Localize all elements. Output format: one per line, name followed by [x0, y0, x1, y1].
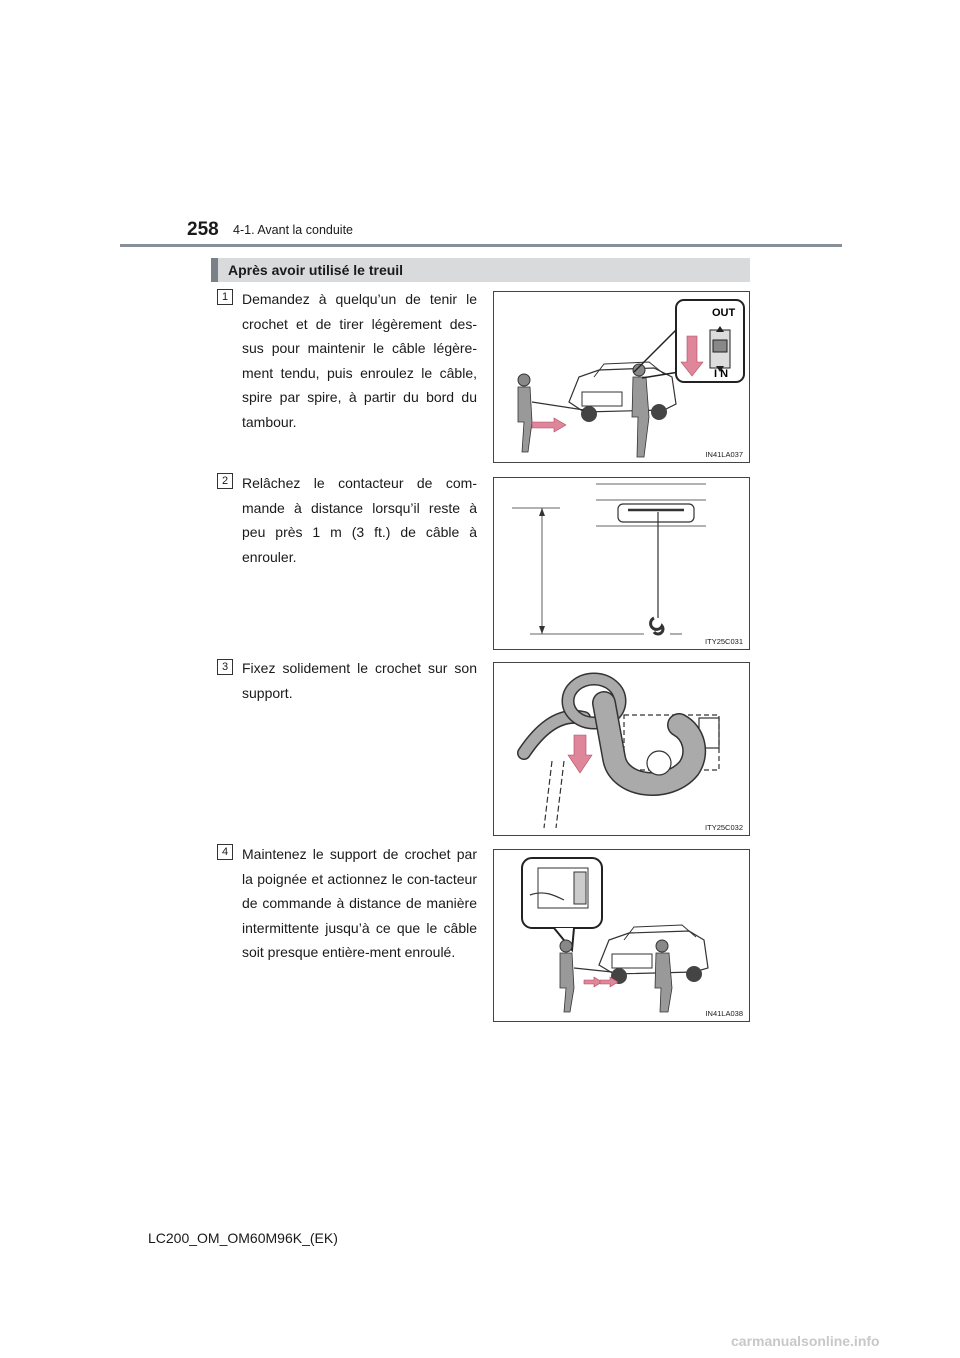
- step-number-4: 4: [217, 844, 233, 860]
- switch-out-label: OUT: [712, 307, 736, 319]
- cable-remaining-illustration: [494, 478, 749, 649]
- step-text-4: Maintenez le support de crochet par la poignée et actionnez le con-tacteur de commande à distance de manière intermittente jusqu’à ce que le câble soit presque entière-ment enroulé.: [242, 846, 477, 961]
- section-header: [211, 258, 750, 282]
- hook-stowage-illustration: [494, 663, 749, 835]
- winch-rewind-illustration: [494, 292, 749, 462]
- document-id: LC200_OM_OM60M96K_(EK): [148, 1230, 338, 1246]
- step-text-2: Relâchez le contacteur de com-mande à distance lorsqu’il reste à peu près 1 m (3 ft.) de câble à enrouler.: [242, 475, 477, 565]
- figure-code-4: IN41LA038: [705, 1009, 743, 1018]
- figure-step-4: [493, 849, 750, 1022]
- switch-in-label: I N: [714, 368, 729, 380]
- figure-step-3: [493, 662, 750, 836]
- header-rule: [120, 244, 842, 247]
- step-number-3: 3: [217, 659, 233, 675]
- figure-code-3: ITY25C032: [705, 823, 743, 832]
- step-number-1: 1: [217, 289, 233, 305]
- section-title: Après avoir utilisé le treuil: [228, 262, 404, 278]
- page-number: 258: [187, 219, 219, 240]
- chapter-title: 4-1. Avant la conduite: [233, 223, 353, 237]
- figure-step-1: [493, 291, 750, 463]
- figure-code-2: ITY25C031: [705, 637, 743, 646]
- figure-code-1: IN41LA037: [705, 450, 743, 459]
- step-number-2: 2: [217, 473, 233, 489]
- step-text-1: Demandez à quelqu’un de tenir le crochet et de tirer légèrement des-sus pour maintenir le câble légère-ment tendu, puis enroulez le câble, spire par spire, à partir du bord du tambour.: [242, 291, 477, 430]
- watermark: carmanualsonline.info: [731, 1333, 880, 1349]
- step-text-3: Fixez solidement le crochet sur son support.: [242, 660, 477, 701]
- winch-operation-illustration: [494, 850, 749, 1021]
- figure-step-2: [493, 477, 750, 650]
